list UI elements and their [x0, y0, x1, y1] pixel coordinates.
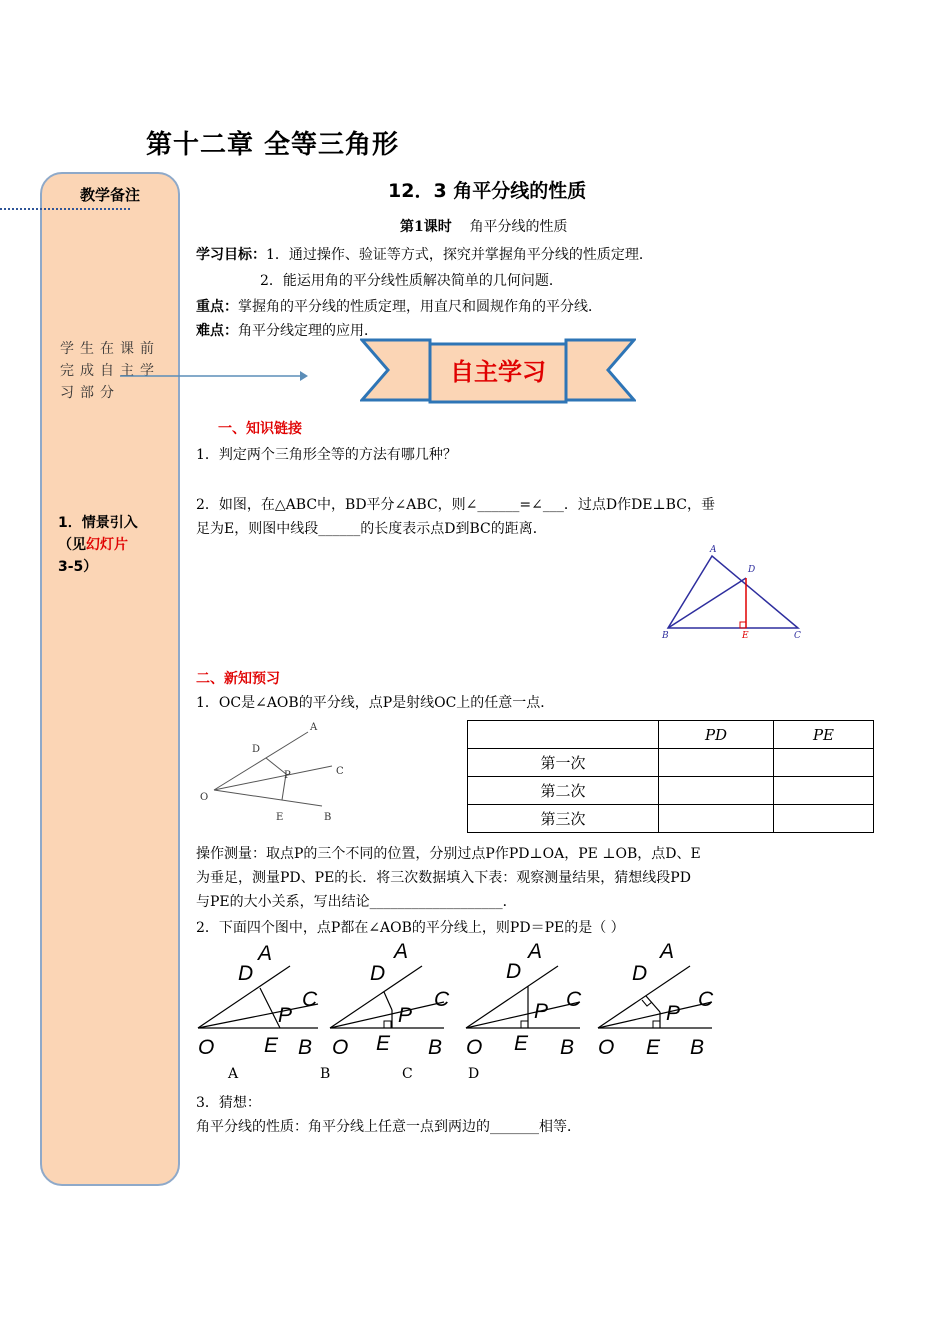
svg-text:C: C: [434, 988, 450, 1011]
slide-link[interactable]: 幻灯片: [86, 537, 128, 553]
lesson-topic: 角平分线的性质: [469, 219, 568, 235]
svg-text:P: P: [666, 1002, 681, 1025]
fig2-label-p: P: [284, 770, 291, 781]
svg-text:C: C: [302, 988, 318, 1011]
lesson-label: 第1课时: [400, 219, 452, 235]
svg-text:D: D: [506, 960, 522, 983]
table-header-cell: PD: [659, 721, 774, 749]
svg-text:O: O: [332, 1036, 349, 1059]
table-row-label: 第三次: [468, 805, 659, 833]
fig2-label-b: B: [324, 812, 332, 823]
fig1-label-b: B: [662, 631, 669, 641]
table-cell-pe[interactable]: [774, 777, 874, 805]
fig2-label-d: D: [252, 744, 261, 755]
angle-bisector-figure: [196, 716, 356, 826]
diagram-d: [598, 942, 714, 1059]
key-point: [196, 296, 602, 316]
svg-text:P: P: [278, 1004, 293, 1027]
svg-text:C: C: [566, 988, 582, 1011]
teaching-notes-sidebar: [40, 172, 180, 1186]
svg-text:A: A: [528, 942, 543, 963]
chapter-title: 第十二章 全等三角形: [146, 130, 400, 160]
objectives: [196, 244, 653, 264]
svg-text:P: P: [398, 1004, 413, 1027]
objectives-label: 学习目标：: [196, 247, 266, 263]
svg-text:B: B: [560, 1036, 575, 1059]
intro-label: 1．情景引入: [58, 515, 138, 531]
table-header-cell: PE: [774, 721, 874, 749]
table-header-cell: [468, 721, 659, 749]
svg-text:C: C: [698, 988, 714, 1011]
fig1-label-a: A: [710, 545, 717, 555]
part1-q2-line2: 足为E，则图中线段______的长度表示点D到BC的距离．: [196, 521, 547, 537]
table-cell-pd[interactable]: [659, 805, 774, 833]
diagram-b: [330, 942, 450, 1059]
svg-text:B: B: [690, 1036, 705, 1059]
table-row: [468, 749, 874, 777]
difficulty-text: 角平分线定理的应用．: [238, 323, 378, 339]
fig2-label-o: O: [200, 792, 209, 803]
operation-line1: 操作测量：取点P的三个不同的位置，分别过点P作PD⊥OA，PE ⊥OB，点D、E: [196, 846, 701, 862]
svg-text:E: E: [264, 1034, 279, 1057]
operation-line2: 为垂足，测量PD、PE的长．将三次数据填入下表：观察测量结果，猜想线段PD: [196, 870, 691, 886]
triangle-abc-figure: [660, 540, 810, 644]
table-row-label: 第一次: [468, 749, 659, 777]
sidebar-intro: [58, 512, 164, 578]
table-cell-pd[interactable]: [659, 777, 774, 805]
table-row-label: 第二次: [468, 777, 659, 805]
objective-1: 1．通过操作、验证等方式，探究并掌握角平分线的性质定理．: [266, 247, 653, 263]
intro-pages: 3-5）: [58, 559, 98, 575]
svg-text:E: E: [514, 1032, 529, 1055]
table-cell-pe[interactable]: [774, 805, 874, 833]
table-row: [468, 805, 874, 833]
difficulty-label: 难点：: [196, 323, 238, 339]
svg-text:P: P: [534, 1000, 549, 1023]
self-study-banner: [360, 336, 636, 408]
option-label-a[interactable]: A: [228, 1066, 239, 1082]
table-row: [468, 777, 874, 805]
option-label-b[interactable]: B: [320, 1066, 331, 1082]
fig2-label-a: A: [310, 722, 318, 733]
svg-text:E: E: [376, 1032, 391, 1055]
svg-text:A: A: [660, 942, 675, 963]
svg-text:O: O: [466, 1036, 483, 1059]
part2-q2: 2．下面四个图中，点P都在∠AOB的平分线上，则PD＝PE的是（ ）: [196, 920, 625, 936]
svg-text:D: D: [370, 962, 386, 985]
svg-text:D: D: [238, 962, 254, 985]
option-label-c[interactable]: C: [402, 1066, 413, 1082]
intro-open: （见: [58, 537, 86, 553]
part2-q1: 1．OC是∠AOB的平分线，点P是射线OC上的任意一点．: [196, 695, 555, 711]
svg-text:B: B: [298, 1036, 313, 1059]
operation-line3: 与PE的大小关系，写出结论___________________．: [196, 894, 517, 910]
svg-text:O: O: [198, 1036, 215, 1059]
fig1-label-e: E: [742, 631, 749, 641]
svg-text:D: D: [632, 962, 648, 985]
diagram-a: [198, 942, 318, 1059]
fig1-label-c: C: [794, 631, 801, 641]
fig1-label-d: D: [748, 565, 756, 575]
objective-2: 2．能运用角的平分线性质解决简单的几何问题．: [260, 273, 563, 289]
difficulty: [196, 320, 378, 340]
banner-text: 自主学习: [450, 358, 546, 386]
part1-q2-line1: 2．如图，在△ABC中，BD平分∠ABC，则∠______=∠___．过点D作DE⊥BC，垂: [196, 497, 715, 513]
measurement-table: [467, 720, 874, 833]
svg-text:A: A: [394, 942, 409, 963]
fig2-label-e: E: [276, 812, 284, 823]
part2-q3-text: 角平分线的性质：角平分线上任意一点到两边的_______相等．: [196, 1119, 581, 1135]
table-cell-pe[interactable]: [774, 749, 874, 777]
part2-q3: 3．猜想：: [196, 1095, 261, 1111]
diagram-c: [466, 942, 582, 1059]
lesson-line: [400, 216, 568, 236]
sidebar-note: 学生在课前完成自主学习部分: [60, 341, 160, 401]
sidebar-title: 教学备注: [79, 186, 140, 204]
part1-q1: 1．判定两个三角形全等的方法有哪几种？: [196, 447, 457, 463]
svg-text:B: B: [428, 1036, 443, 1059]
svg-text:A: A: [258, 942, 273, 965]
option-diagrams: [194, 942, 754, 1062]
key-point-text: 掌握角的平分线的性质定理，用直尺和圆规作角的平分线．: [238, 299, 602, 315]
arrow-icon: [120, 368, 310, 384]
table-cell-pd[interactable]: [659, 749, 774, 777]
part1-heading: 一、知识链接: [218, 421, 302, 437]
svg-text:E: E: [646, 1036, 661, 1059]
fig2-label-c: C: [336, 766, 344, 777]
part2-heading: 二、新知预习: [196, 671, 280, 687]
section-title: 12．3 角平分线的性质: [388, 180, 587, 202]
key-point-label: 重点：: [196, 299, 238, 315]
dotted-divider: [0, 208, 130, 210]
option-label-d[interactable]: D: [468, 1066, 480, 1082]
table-header-row: [468, 721, 874, 749]
svg-text:O: O: [598, 1036, 615, 1059]
